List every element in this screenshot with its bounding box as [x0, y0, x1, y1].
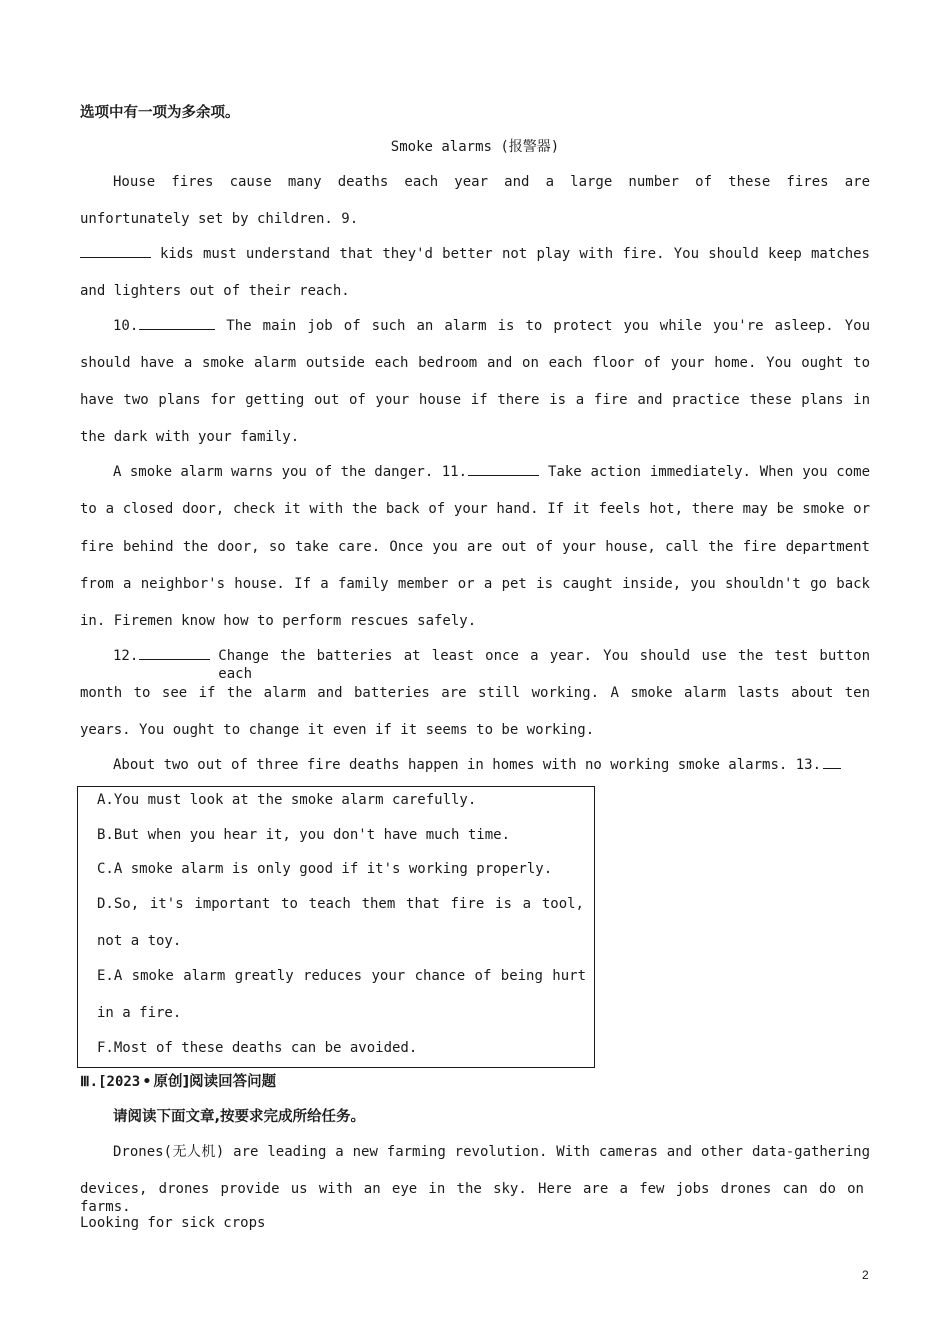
p1-line4: and lighters out of their reach.	[80, 283, 350, 299]
p4-line2: month to see if the alarm and batteries are still working. A smoke alarm lasts about ten	[80, 685, 870, 701]
p3-line4: from a neighbor's house. If a family member or a pet is caught inside, you shouldn't go back	[80, 576, 870, 592]
section3-p1-line2: devices, drones provide us with an eye in the sky. Here are a few jobs drones can do on farms.	[80, 1181, 864, 1215]
p1-line1: House fires cause many deaths each year and a large number of these fires are	[113, 174, 870, 190]
option-c: C.A smoke alarm is only good if it's working properly.	[97, 861, 553, 877]
section3-p1-line1: Drones(无人机) are leading a new farming revolution. With cameras and other data-gathering	[113, 1144, 870, 1160]
option-d-line1: D.So, it's important to teach them that fire is a tool,	[97, 896, 584, 912]
p3-line1: A smoke alarm warns you of the danger. 11. Take action immediately. When you come	[113, 464, 870, 480]
option-e-line1: E.A smoke alarm greatly reduces your chance of being hurt	[97, 968, 586, 984]
answer-blank-9[interactable]	[80, 245, 151, 258]
p5-line1: About two out of three fire deaths happen in homes with no working smoke alarms. 13.	[113, 756, 841, 774]
article-title: Smoke alarms (报警器)	[390, 139, 560, 155]
section3-subheading: Looking for sick crops	[80, 1215, 266, 1231]
page-number: 2	[862, 1268, 869, 1282]
p1-line3: kids must understand that they'd better not play with fire. You should keep matches	[80, 245, 870, 263]
p2-line2: should have a smoke alarm outside each bedroom and on each floor of your home. You ought to	[80, 355, 870, 371]
answer-blank-12[interactable]	[139, 647, 210, 660]
answer-blank-13[interactable]	[823, 756, 841, 769]
task-instruction: 选项中有一项为多余项。	[80, 105, 240, 121]
option-b: B.But when you hear it, you don't have much time.	[97, 827, 511, 843]
p4-line3: years. You ought to change it even if it seems to be working.	[80, 722, 595, 738]
section3-instruction: 请阅读下面文章,按要求完成所给任务。	[113, 1109, 366, 1125]
question-number-10: 10.	[113, 318, 139, 334]
p3-line2: to a closed door, check it with the back of your hand. If it feels hot, there may be smoke or	[80, 501, 870, 517]
p4-line1: 12. Change the batteries at least once a year. You should use the test button each	[113, 648, 870, 682]
p1-line2: unfortunately set by children. 9.	[80, 211, 359, 227]
p2-line1: 10. The main job of such an alarm is to protect you while you're asleep. You	[113, 318, 870, 334]
p3-line5: in. Firemen know how to perform rescues safely.	[80, 613, 477, 629]
answer-blank-11[interactable]	[468, 463, 539, 476]
p2-line3: have two plans for getting out of your house if there is a fire and practice these plans in	[80, 392, 870, 408]
question-number-12: 12.	[113, 648, 139, 664]
option-f: F.Most of these deaths can be avoided.	[97, 1040, 418, 1056]
option-e-line2: in a fire.	[97, 1005, 182, 1021]
option-a: A.You must look at the smoke alarm carefully.	[97, 792, 477, 808]
option-d-line2: not a toy.	[97, 933, 182, 949]
p3-line3: fire behind the door, so take care. Once you are out of your house, call the fire department	[80, 539, 870, 555]
section3-heading: Ⅲ.[2023 • 原创]阅读回答问题	[80, 1074, 277, 1090]
answer-blank-10[interactable]	[139, 317, 215, 330]
p2-line4: the dark with your family.	[80, 429, 300, 445]
